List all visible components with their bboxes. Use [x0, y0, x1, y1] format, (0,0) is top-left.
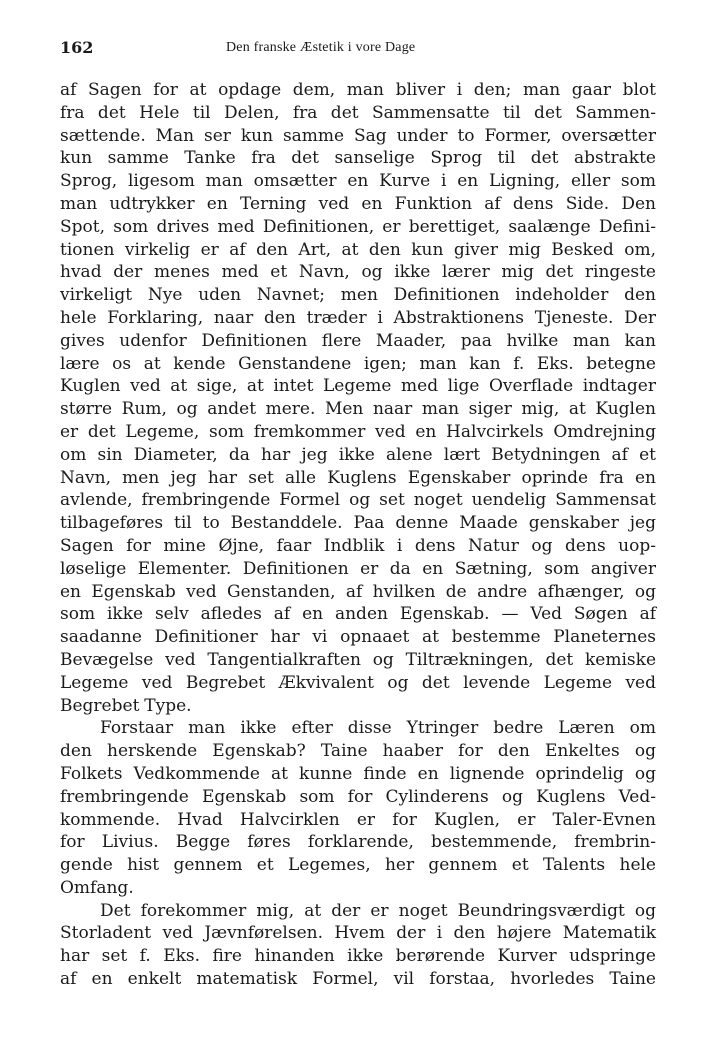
text-line: en Egenskab ved Genstanden, af hvilken de andre afhænger, og	[60, 581, 656, 602]
text-line: om sin Diameter, da har jeg ikke alene lært Betydningen af et	[60, 444, 656, 465]
text-line: Kuglen ved at sige, at intet Legeme med lige Overflade indtager	[60, 376, 656, 397]
text-line: gives udenfor Definitionen flere Maader, paa hvilke man kan	[60, 330, 656, 351]
text-line: saadanne Definitioner har vi opnaaet at bestemme Planeternes	[60, 627, 656, 648]
text-line: den herskende Egenskab? Taine haaber for den Enkeltes og	[60, 741, 656, 762]
text-line: har set f. Eks. fire hinanden ikke berørende Kurver udspringe	[60, 946, 656, 967]
page-number: 162	[60, 38, 94, 57]
text-line: man udtrykker en Terning ved en Funktion af dens Side. Den	[60, 193, 656, 214]
page-header	[60, 38, 656, 62]
text-line: Omfang.	[60, 877, 134, 898]
text-line: kommende. Hvad Halvcirklen er for Kuglen, er Taler-Evnen	[60, 809, 656, 830]
text-line: Begrebet Type.	[60, 695, 192, 716]
text-line: Folkets Vedkommende at kunne finde en lignende oprindelig og	[60, 763, 656, 784]
text-line: Det forekommer mig, at der er noget Beundringsværdigt og	[100, 900, 656, 921]
text-line: af en enkelt matematisk Formel, vil forstaa, hvorledes Taine	[60, 969, 656, 990]
text-line: Legeme ved Begrebet Ækvivalent og det levende Legeme ved	[60, 672, 656, 693]
text-line: af Sagen for at opdage dem, man bliver i den; man gaar blot	[60, 80, 656, 100]
text-line: for Livius. Begge føres forklarende, bestemmende, frembrin-	[60, 832, 656, 853]
text-line: avlende, frembringende Formel og set noget uendelig Sammensat	[60, 490, 656, 511]
text-line: Sprog, ligesom man omsætter en Kurve i en Ligning, eller som	[60, 171, 656, 192]
text-line: større Rum, og andet mere. Men naar man siger mig, at Kuglen	[60, 399, 656, 420]
running-title: Den franske Æstetik i vore Dage	[226, 40, 416, 55]
text-line: hele Forklaring, naar den træder i Abstraktionens Tjeneste. Der	[60, 307, 656, 328]
text-line: Spot, som drives med Definitionen, er berettiget, saalænge Defini-	[60, 216, 656, 237]
text-line: hvad der menes med et Navn, og ikke lærer mig det ringeste	[60, 262, 656, 283]
text-line: løselige Elementer. Definitionen er da en Sætning, som angiver	[60, 558, 656, 579]
text-line: som ikke selv afledes af en anden Egenskab. — Ved Søgen af	[60, 604, 656, 625]
text-line: Forstaar man ikke efter disse Ytringer bedre Læren om	[100, 718, 656, 739]
text-line: fra det Hele til Delen, fra det Sammensatte til det Sammen-	[60, 102, 656, 123]
text-line: frembringende Egenskab som for Cylinderens og Kuglens Ved-	[60, 786, 656, 807]
text-line: Sagen for mine Øjne, faar Indblik i dens Natur og dens uop-	[60, 535, 656, 556]
text-line: er det Legeme, som fremkommer ved en Halvcirkels Omdrejning	[60, 421, 656, 442]
body-text	[60, 79, 656, 991]
text-line: Bevægelse ved Tangentialkraften og Tiltrækningen, det kemiske	[60, 649, 656, 670]
text-line: kun samme Tanke fra det sanselige Sprog til det abstrakte	[60, 148, 656, 169]
text-line: tionen virkelig er af den Art, at den kun giver mig Besked om,	[60, 239, 656, 260]
text-line: tilbageføres til to Bestanddele. Paa denne Maade genskaber jeg	[60, 513, 656, 534]
text-line: Storladent ved Jævnførelsen. Hvem der i den højere Matematik	[60, 923, 656, 944]
text-line: Navn, men jeg har set alle Kuglens Egenskaber oprinde fra en	[60, 467, 656, 488]
text-line: sættende. Man ser kun samme Sag under to Former, oversætter	[60, 125, 656, 146]
text-line: lære os at kende Genstandene igen; man kan f. Eks. betegne	[60, 353, 656, 374]
text-line: gende hist gennem et Legemes, her gennem et Talents hele	[60, 855, 656, 876]
text-line: virkeligt Nye uden Navnet; men Definitionen indeholder den	[60, 285, 656, 306]
